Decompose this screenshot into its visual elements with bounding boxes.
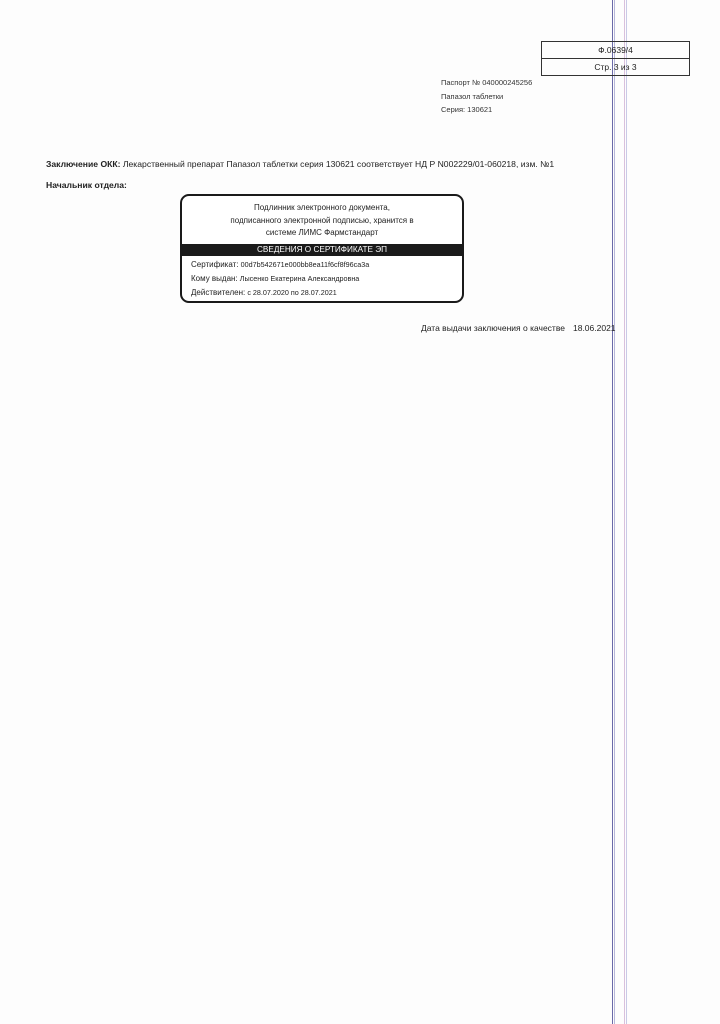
scan-artifact-line bbox=[612, 0, 613, 1024]
stamp-header-bar: СВЕДЕНИЯ О СЕРТИФИКАТЕ ЭП bbox=[182, 244, 462, 256]
validity-value: с 28.07.2020 по 28.07.2021 bbox=[247, 287, 337, 297]
passport-number: Паспорт № 040000245256 bbox=[441, 78, 533, 87]
certificate-label: Сертификат: bbox=[191, 259, 239, 269]
certificate-value: 00d7b542671e000bb8ea11f6cf8f96ca3a bbox=[240, 259, 370, 269]
stamp-details bbox=[182, 256, 462, 300]
qc-conclusion-label: Заключение ОКК: bbox=[46, 159, 121, 169]
scan-artifact-line bbox=[626, 0, 627, 1024]
issue-date-label: Дата выдачи заключения о качестве bbox=[421, 323, 565, 333]
stamp-original-note bbox=[182, 196, 462, 240]
batch-series: Серия: 130621 bbox=[441, 105, 493, 114]
scan-artifact-line bbox=[624, 0, 625, 1024]
form-code: Ф.0639/4 bbox=[598, 45, 633, 55]
stamp-note-line: подписанного электронной подписью, хранится в bbox=[230, 215, 414, 225]
product-name: Папазол таблетки bbox=[441, 91, 504, 101]
issued-to-row bbox=[191, 272, 462, 286]
head-of-department-label: Начальник отдела: bbox=[46, 180, 127, 190]
validity-label: Действителен: bbox=[191, 287, 246, 297]
electronic-signature-stamp bbox=[180, 194, 464, 303]
validity-row bbox=[191, 286, 462, 300]
scan-artifact-line bbox=[614, 0, 615, 1024]
issued-to-label: Кому выдан: bbox=[191, 273, 238, 283]
issue-date-line bbox=[421, 323, 616, 333]
form-code-box bbox=[541, 41, 690, 76]
stamp-note-line: Подлинник электронного документа, bbox=[254, 203, 390, 212]
issued-to-value: Лысенко Екатерина Александровна bbox=[239, 273, 360, 283]
stamp-note-line: системе ЛИМС Фармстандарт bbox=[265, 228, 379, 237]
issue-date-value: 18.06.2021 bbox=[572, 323, 616, 333]
qc-conclusion-text: Лекарственный препарат Папазол таблетки серия 130621 соответствует НД Р N002229/01-060218, изм. №1 bbox=[122, 159, 555, 169]
passport-block bbox=[441, 76, 532, 117]
page-info: Стр. 3 из 3 bbox=[542, 58, 689, 75]
certificate-row bbox=[191, 258, 462, 272]
qc-conclusion bbox=[46, 159, 554, 169]
